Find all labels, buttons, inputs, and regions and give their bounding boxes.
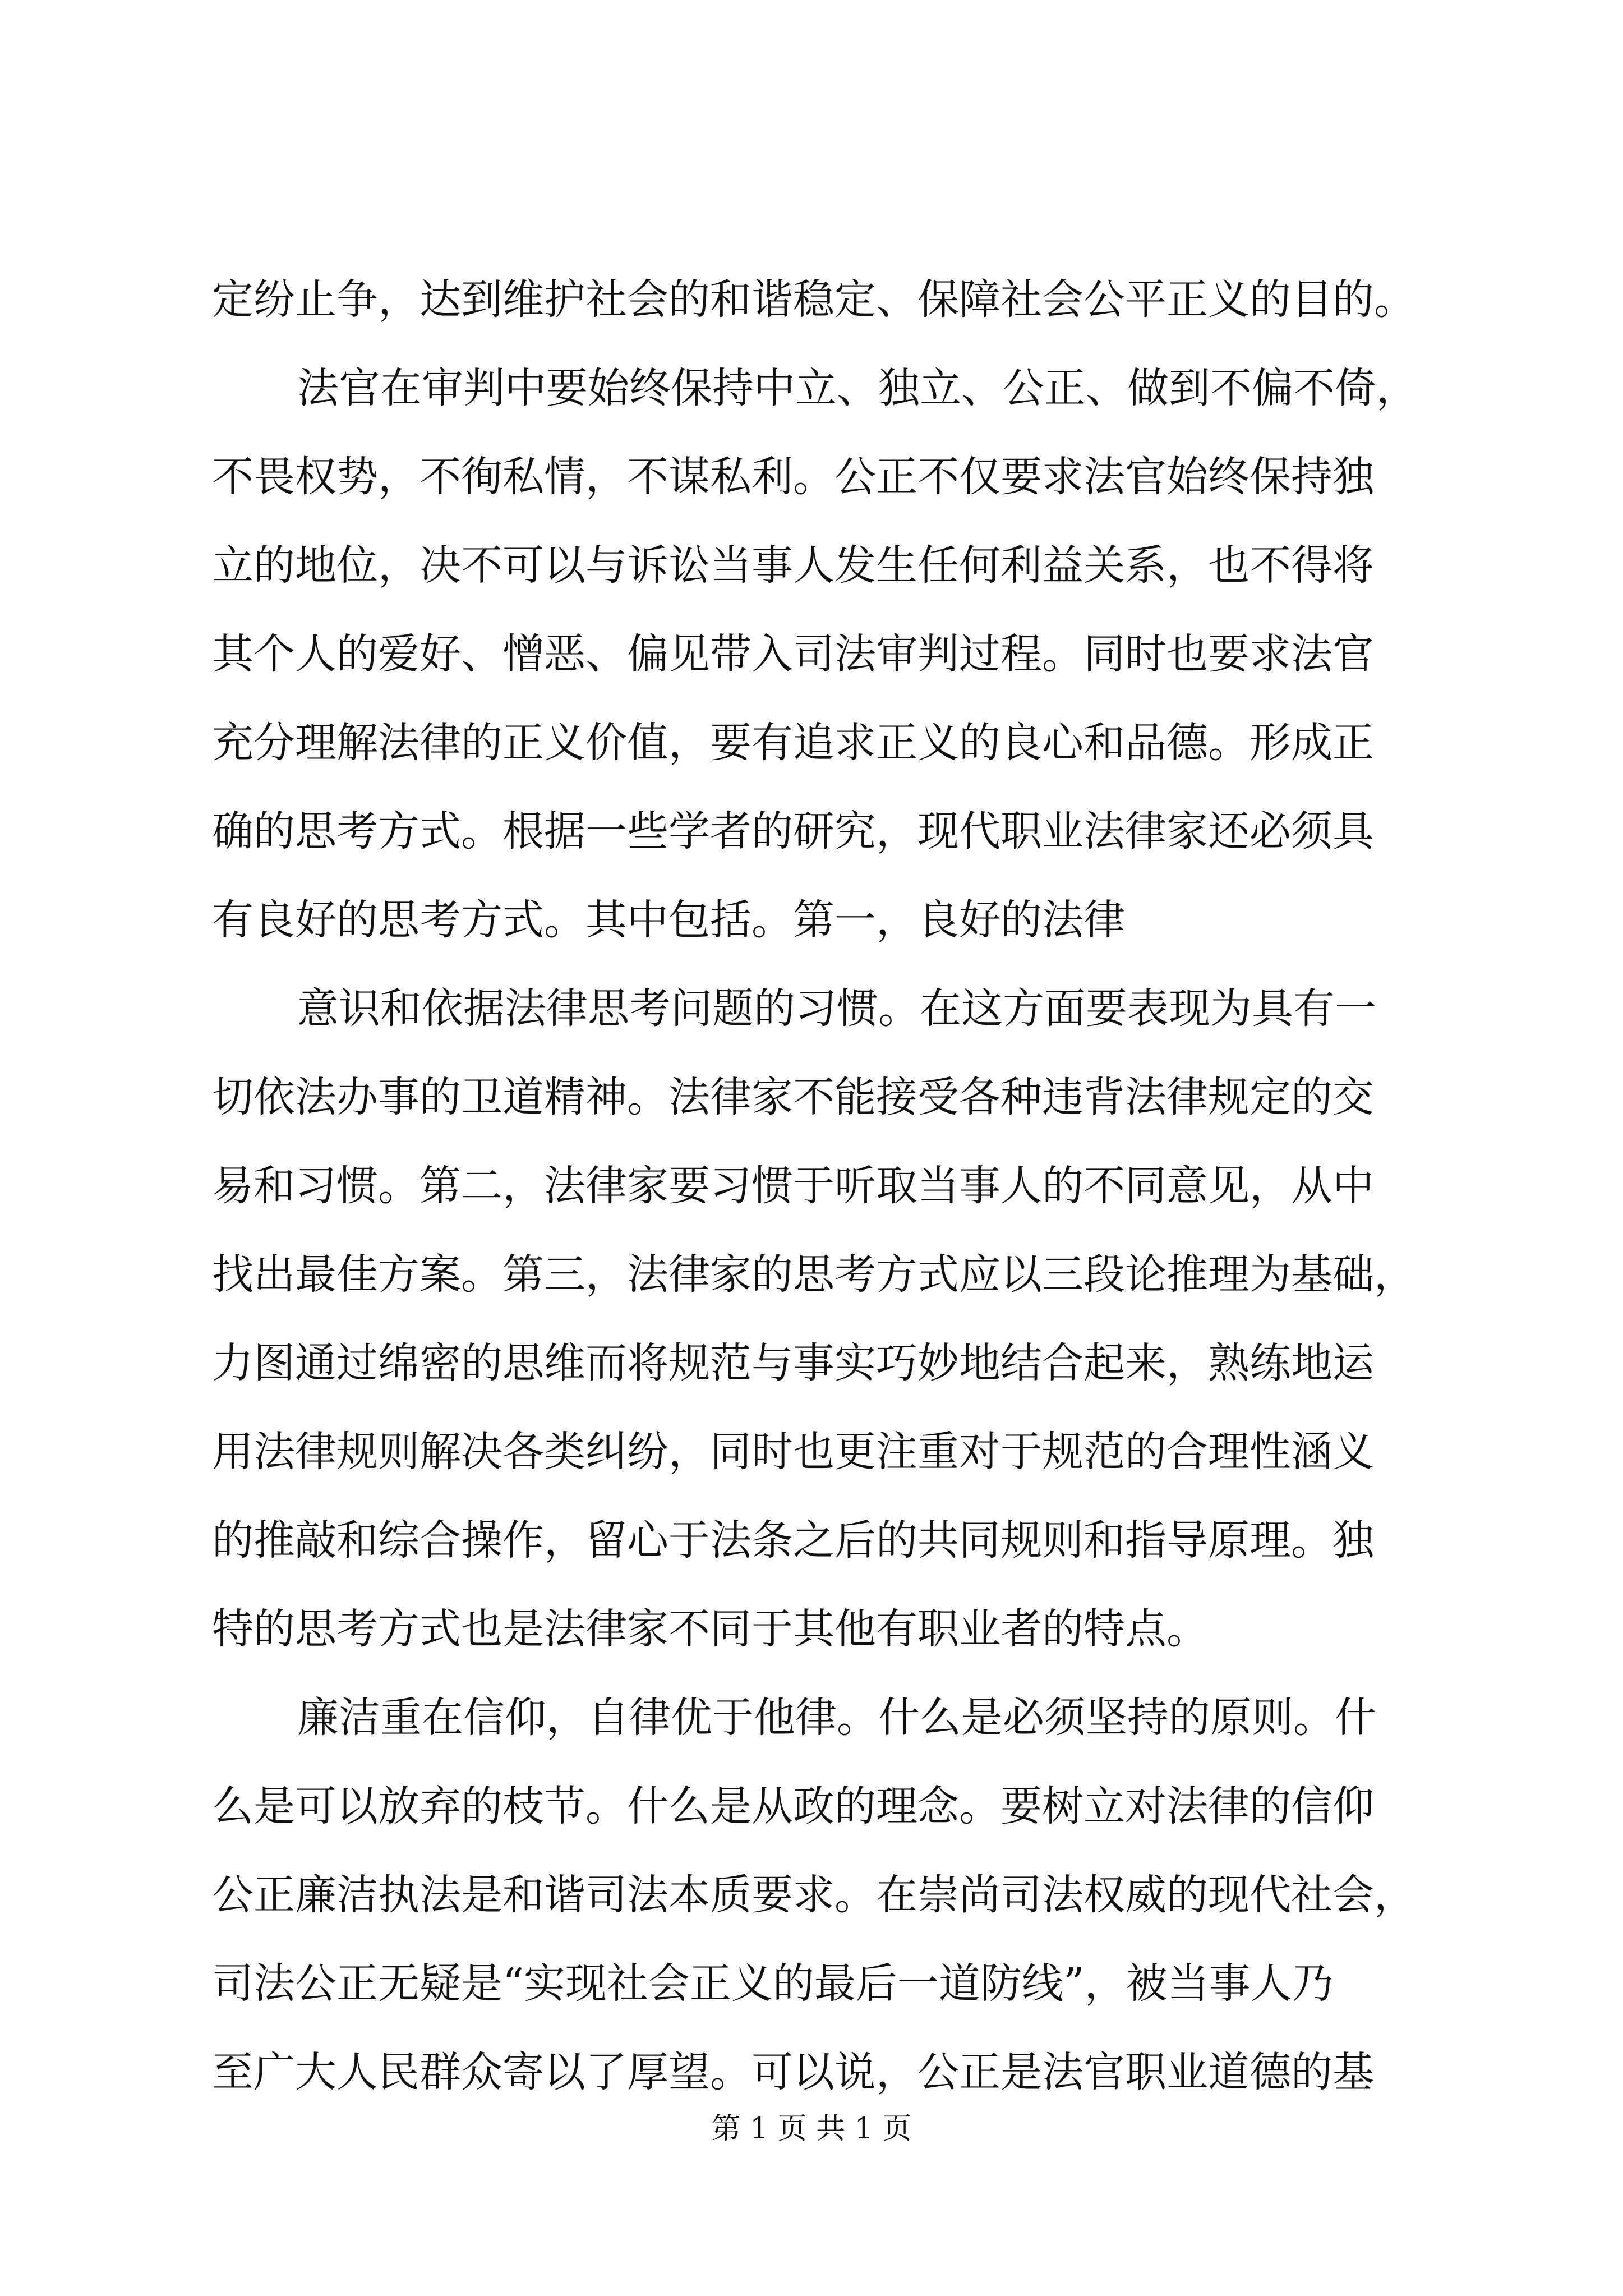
text-line: 特的思考方式也是法律家不同于其他有职业者的特点。 — [212, 1605, 1208, 1653]
text-line: 其个人的爱好、憎恶、偏见带入司法审判过程。同时也要求法官 — [212, 630, 1374, 678]
document-body — [212, 255, 1435, 2116]
text-line: 公正廉洁执法是和谐司法本质要求。在崇尚司法权威的现代社会， — [212, 1871, 1415, 1919]
text-line: 易和习惯。第二，法律家要习惯于听取当事人的不同意见，从中 — [212, 1162, 1374, 1210]
text-line: 至广大人民群众寄以了厚望。可以说，公正是法官职业道德的基 — [212, 2048, 1374, 2096]
text-line: 定纷止争，达到维护社会的和谐稳定、保障社会公平正义的目的。 — [212, 275, 1415, 324]
text-line: 么是可以放弃的枝节。什么是从政的理念。要树立对法律的信仰 — [212, 1782, 1374, 1830]
text-line: 廉洁重在信仰，自律优于他律。什么是必须坚持的原则。什 — [297, 1694, 1376, 1742]
page-footer: 第 1 页 共 1 页 — [711, 2112, 912, 2146]
text-line: 力图通过绵密的思维而将规范与事实巧妙地结合起来，熟练地运 — [212, 1339, 1374, 1387]
text-line: 司法公正无疑是“实现社会正义的最后一道防线”，被当事人乃 — [212, 1959, 1334, 2008]
text-line: 找出最佳方案。第三，法律家的思考方式应以三段论推理为基础， — [212, 1250, 1415, 1299]
text-line: 立的地位，决不可以与诉讼当事人发生任何利益关系，也不得将 — [212, 541, 1374, 590]
text-line: 充分理解法律的正义价值，要有追求正义的良心和品德。形成正 — [212, 719, 1374, 767]
text-line: 切依法办事的卫道精神。法律家不能接受各种违背法律规定的交 — [212, 1073, 1374, 1121]
text-line: 不畏权势，不徇私情，不谋私利。公正不仅要求法官始终保持独 — [212, 453, 1374, 501]
text-line: 有良好的思考方式。其中包括。第一，良好的法律 — [212, 896, 1125, 944]
text-line: 意识和依据法律思考问题的习惯。在这方面要表现为具有一 — [297, 984, 1376, 1033]
text-line: 确的思考方式。根据一些学者的研究，现代职业法律家还必须具 — [212, 807, 1374, 855]
text-line: 法官在审判中要始终保持中立、独立、公正、做到不偏不倚， — [297, 364, 1418, 412]
text-line: 的推敲和综合操作，留心于法条之后的共同规则和指导原理。独 — [212, 1516, 1374, 1565]
text-line: 用法律规则解决各类纠纷，同时也更注重对于规范的合理性涵义 — [212, 1428, 1374, 1476]
